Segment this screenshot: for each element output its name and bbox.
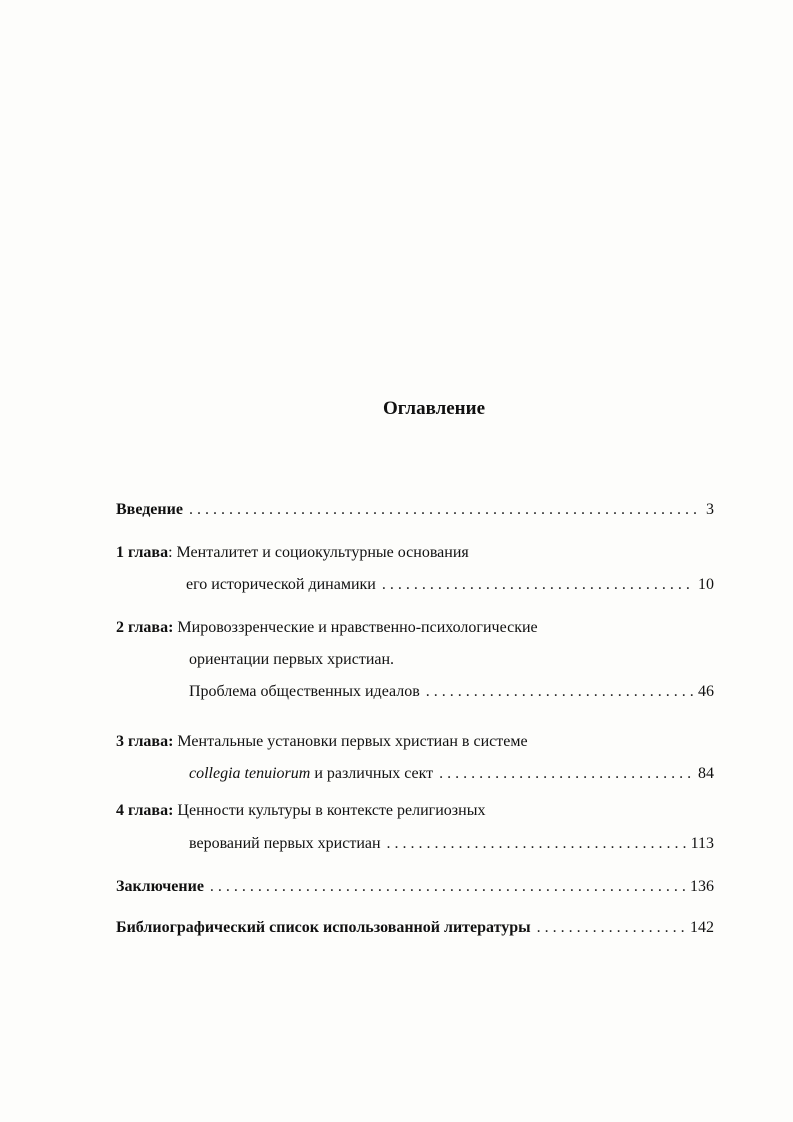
conclusion-label: Заключение xyxy=(116,878,204,895)
leader-dots xyxy=(382,575,694,595)
leader-dots xyxy=(210,877,686,897)
ch2-page: 46 xyxy=(698,683,714,700)
leader-dots xyxy=(537,918,686,938)
toc-entry-ch1-heading[interactable] xyxy=(116,543,714,563)
ch1-label: 1 глава xyxy=(116,544,169,561)
conclusion-page: 136 xyxy=(690,878,714,895)
leader-dots xyxy=(439,764,694,784)
toc-title: Оглавление xyxy=(382,398,486,419)
toc-entry-ch2[interactable] xyxy=(189,682,714,702)
ch4-page: 113 xyxy=(690,835,714,852)
ch4-title-line1: Ценности культуры в контексте религиозных xyxy=(173,802,486,819)
leader-dots xyxy=(426,682,694,702)
ch1-title-line1: Менталитет и социокультурные основания xyxy=(172,544,469,561)
ch3-title-line1: Ментальные установки первых христиан в системе xyxy=(173,733,528,750)
toc-entry-bibliography[interactable] xyxy=(116,918,714,938)
leader-dots xyxy=(189,500,702,520)
toc-entry-ch3-heading[interactable] xyxy=(116,732,714,752)
toc-entry-ch4[interactable] xyxy=(189,834,714,854)
ch2-title-line1: Мировоззренческие и нравственно-психологические xyxy=(173,619,538,636)
intro-label: Введение xyxy=(116,501,183,518)
toc-entry-conclusion[interactable] xyxy=(116,877,714,897)
toc-entry-intro[interactable] xyxy=(116,500,714,520)
toc-entry-ch4-heading[interactable] xyxy=(116,801,714,821)
ch1-page: 10 xyxy=(698,576,714,593)
ch3-label: 3 глава: xyxy=(116,733,174,750)
ch1-sep: : xyxy=(168,544,173,561)
ch2-title-line2: ориентации первых христиан. xyxy=(189,651,395,668)
bibliography-label: Библиографический список использованной литературы xyxy=(116,919,531,936)
toc-entry-ch2-heading[interactable] xyxy=(116,618,714,638)
leader-dots xyxy=(387,834,687,854)
toc-entry-ch1[interactable] xyxy=(186,575,714,595)
ch1-title-line2: его исторической динамики xyxy=(186,576,376,593)
intro-page: 3 xyxy=(706,501,714,518)
ch3-page: 84 xyxy=(698,765,714,782)
ch2-title-line3: Проблема общественных идеалов xyxy=(189,683,420,700)
toc-entry-ch3[interactable] xyxy=(189,764,714,784)
ch3-title-line2: и различных сект xyxy=(310,765,434,782)
ch3-title-italic: collegia tenuiorum xyxy=(189,765,311,782)
bibliography-page: 142 xyxy=(690,919,714,936)
ch2-label: 2 глава: xyxy=(116,619,174,636)
ch4-title-line2: верований первых христиан xyxy=(189,835,381,852)
ch4-label: 4 глава: xyxy=(116,802,174,819)
toc-entry-ch2-line2 xyxy=(189,650,714,670)
